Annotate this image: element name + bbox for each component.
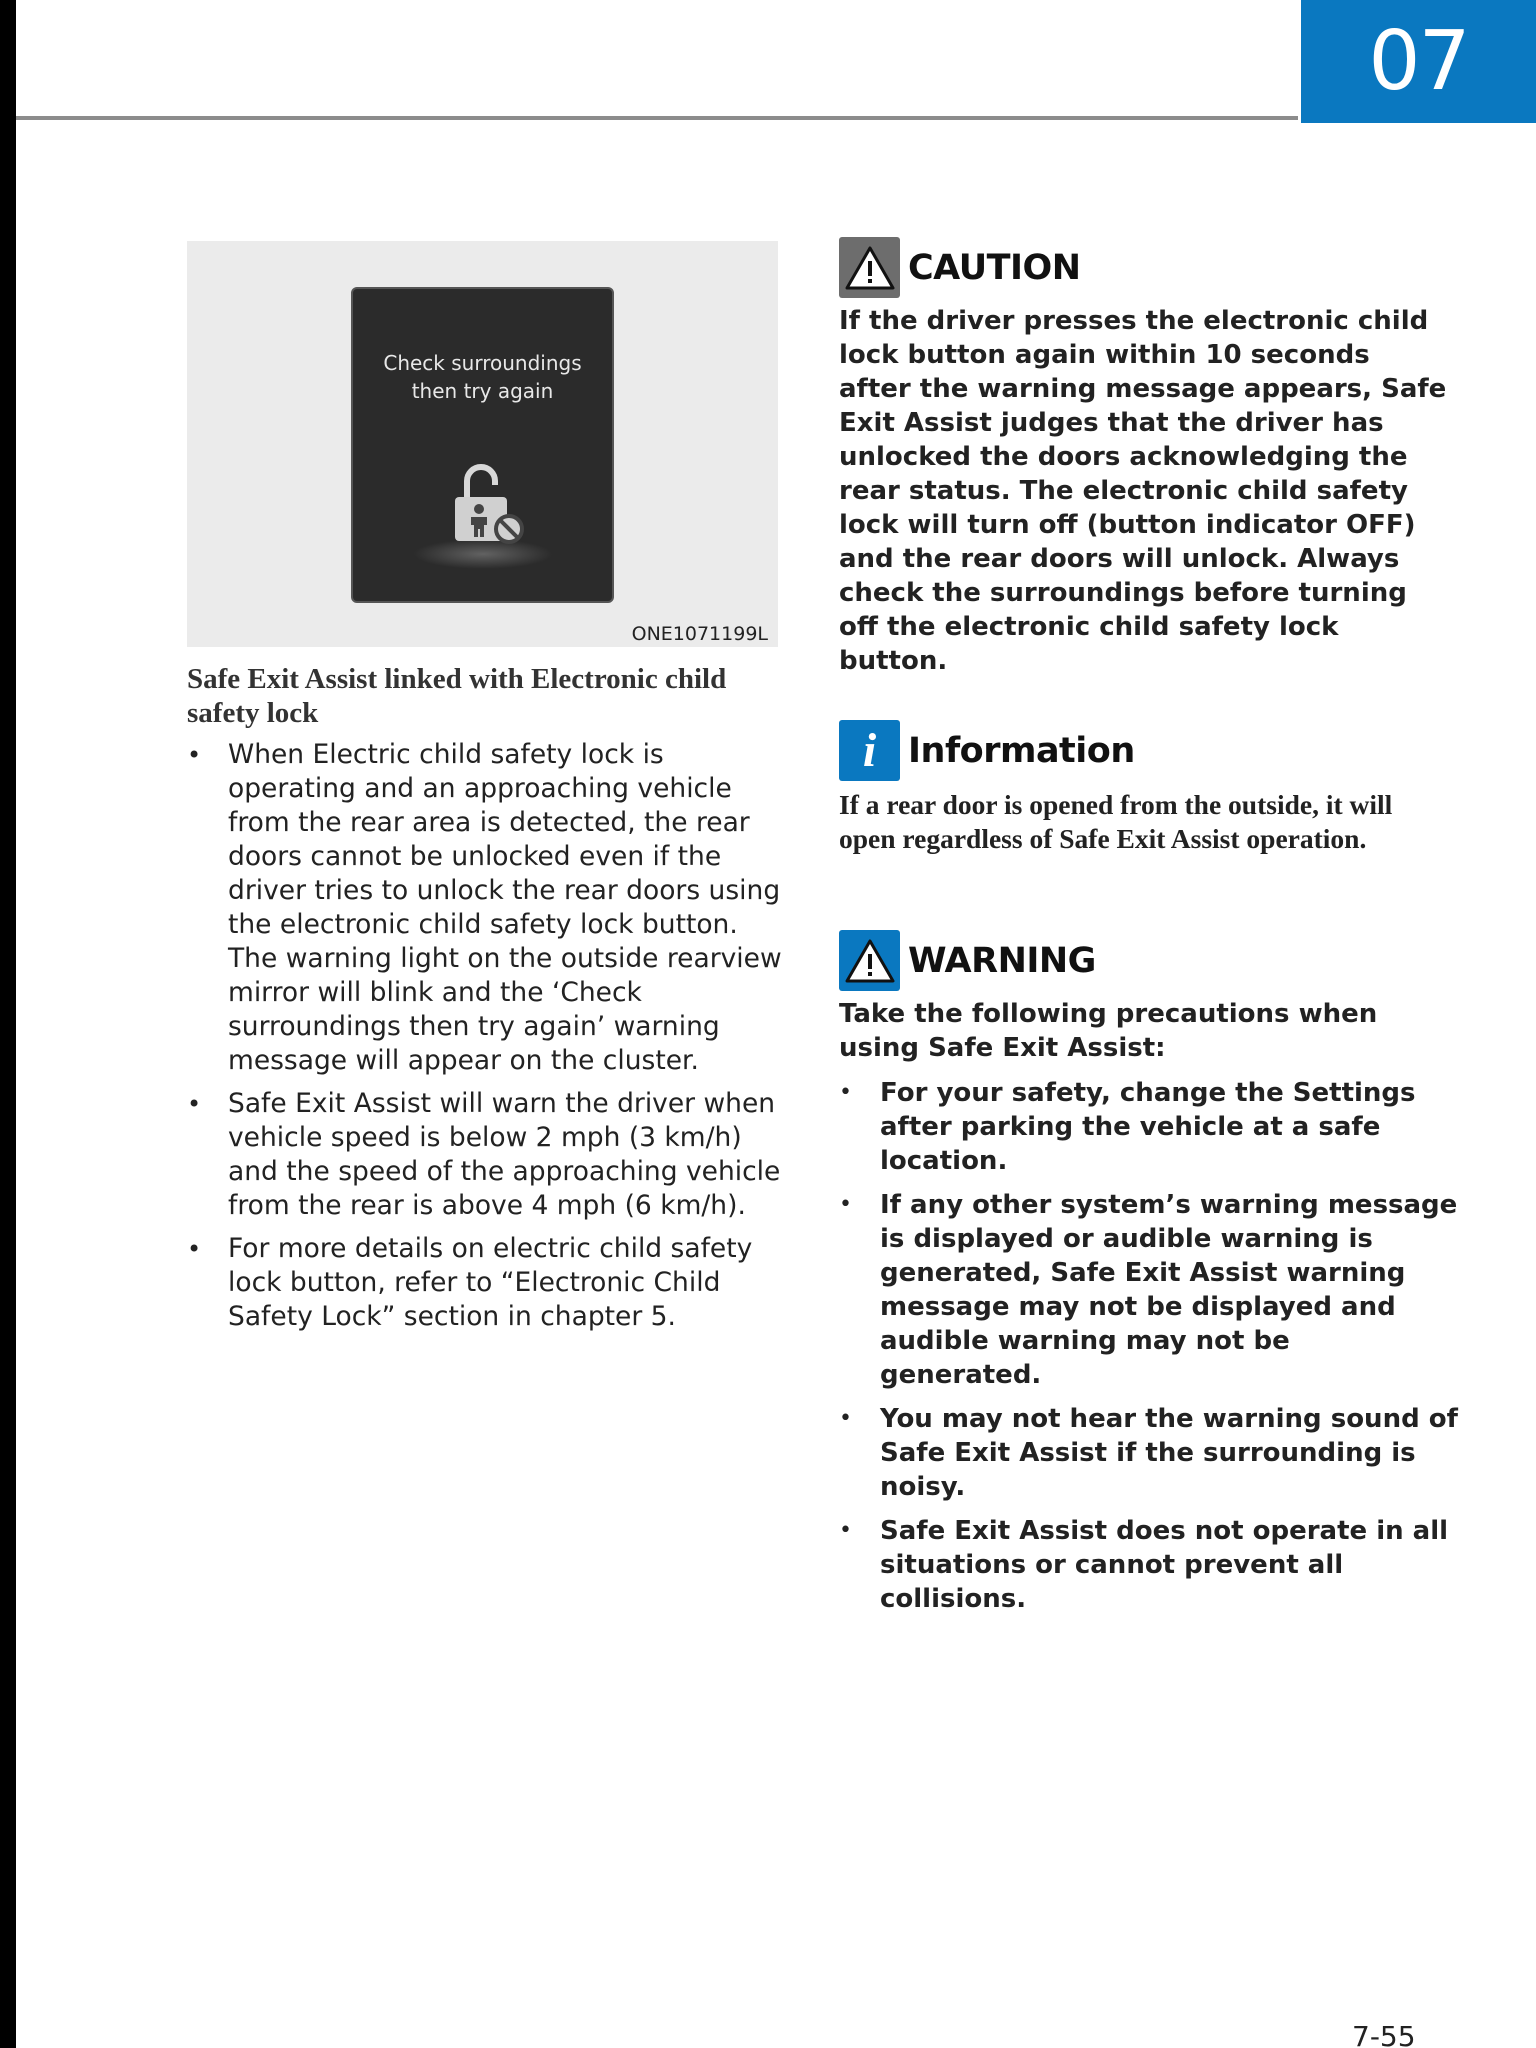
- list-item: • For more details on electric child safety lock button, refer to “Electronic Child Safety Lock” section in chapter 5.: [187, 1232, 787, 1334]
- list-item: • Safe Exit Assist will warn the driver when vehicle speed is below 2 mph (3 km/h) and the speed of the approaching vehicle from the rear is above 4 mph (6 km/h).: [187, 1087, 787, 1223]
- information-title: Information: [908, 730, 1135, 771]
- caution-triangle-icon: [839, 237, 900, 298]
- information-text: If a rear door is opened from the outside, it will open regardless of Safe Exit Assist operation.: [839, 789, 1393, 854]
- warning-bullet-list: [839, 1076, 1459, 1626]
- information-header: [839, 720, 1135, 781]
- figure-code: ONE1071199L: [631, 623, 768, 645]
- list-item: • For your safety, change the Settings after parking the vehicle at a safe location.: [839, 1076, 1459, 1178]
- manual-page: [16, 0, 1536, 2048]
- info-icon-letter: i: [862, 723, 877, 777]
- list-item: • When Electric child safety lock is operating and an approaching vehicle from the rear area is detected, the rear doors cannot be unlocked even if the driver tries to unlock the rear doors using the electronic child safety lock button. The warning light on the outside rearview mirror will blink and the ‘Check surroundings then try again’ warning message will appear on the cluster.: [187, 738, 787, 1078]
- page-number: 7-55: [1352, 2020, 1416, 2048]
- header-rule: [16, 116, 1298, 120]
- cluster-message-line2: then try again: [411, 379, 554, 403]
- cluster-figure: [187, 241, 778, 647]
- cluster-message: [353, 349, 612, 405]
- list-item: • Safe Exit Assist does not operate in all situations or cannot prevent all collisions.: [839, 1514, 1459, 1616]
- child-lock-unlocked-icon: [449, 459, 529, 549]
- cluster-display: [351, 287, 614, 603]
- chapter-tab: 07: [1301, 0, 1536, 123]
- list-item: • You may not hear the warning sound of Safe Exit Assist if the surrounding is noisy.: [839, 1402, 1459, 1504]
- warning-triangle-icon: [839, 930, 900, 991]
- info-icon: [839, 720, 900, 781]
- warning-intro: Take the following precautions when using Safe Exit Assist:: [839, 999, 1378, 1063]
- caution-title: CAUTION: [908, 247, 1081, 288]
- section-heading: Safe Exit Assist linked with Electronic child safety lock: [187, 663, 727, 729]
- warning-header: [839, 930, 1096, 991]
- warning-title: WARNING: [908, 940, 1096, 981]
- cluster-message-line1: Check surroundings: [383, 351, 582, 375]
- body-bullet-list: [187, 738, 787, 1343]
- caution-text: If the driver presses the electronic child lock button again within 10 seconds after the warning message appears, Safe Exit Assist judges that the driver has unlocked the doors acknowledging the rear status. The electronic child safety lock will turn off (button indicator OFF) and the rear doors will unlock. Always check the surroundings before turning off the electronic child safety lock button.: [839, 306, 1447, 676]
- caution-header: [839, 237, 1081, 298]
- list-item: • If any other system’s warning message is displayed or audible warning is generated, Safe Exit Assist warning message may not be displayed and audible warning may not be generated.: [839, 1188, 1459, 1392]
